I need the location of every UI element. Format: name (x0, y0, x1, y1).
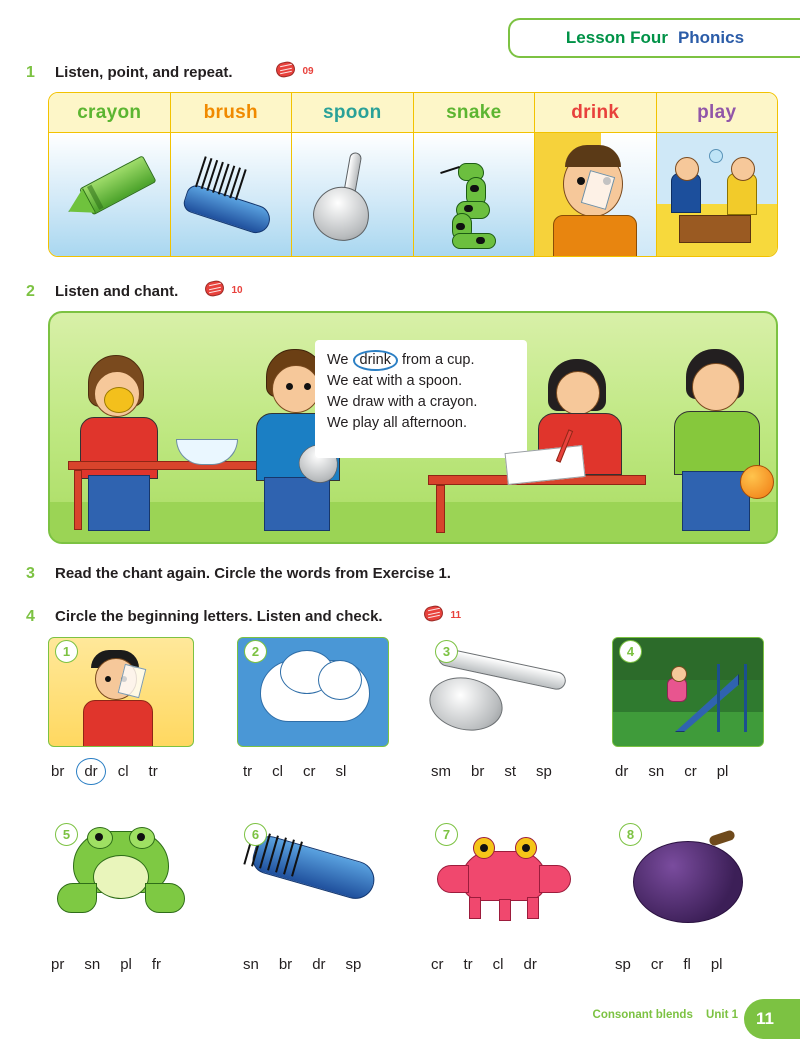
word-label-brush: brush (171, 93, 292, 133)
chant-line-2: We eat with a spoon. (327, 373, 463, 389)
exercise-4-item-3-number: 3 (435, 640, 458, 663)
girl-face (556, 371, 600, 415)
boy-drinking-illustration (535, 133, 656, 256)
exercise-4-item-1-options[interactable] (48, 762, 161, 781)
option-cr[interactable]: cr (650, 956, 664, 973)
audio-cd-icon (205, 281, 224, 296)
table-1-top (68, 461, 278, 470)
word-picture-play (657, 133, 778, 256)
option-br[interactable]: br (51, 763, 65, 780)
word-cell-play[interactable] (657, 93, 778, 256)
option-dr[interactable]: dr (81, 762, 100, 781)
exercise-4-item-2-number: 2 (244, 640, 267, 663)
option-pl[interactable]: pl (120, 956, 132, 973)
boy-3-shirt (674, 411, 760, 475)
exercise-2-audio-track: 10 (231, 285, 243, 296)
exercise-4-item-6-number: 6 (244, 823, 267, 846)
word-picture-brush (171, 133, 292, 256)
boy-1-trousers (88, 475, 150, 531)
word-picture-crayon (49, 133, 170, 256)
word-label-crayon: crayon (49, 93, 170, 133)
word-picture-snake (414, 133, 535, 256)
exercise-4-item-8-number: 8 (619, 823, 642, 846)
exercise-4-item-4-options[interactable] (612, 762, 731, 781)
lesson-topic-label: Phonics (677, 28, 745, 47)
option-fl[interactable]: fl (683, 956, 691, 973)
option-cl[interactable]: cl (492, 956, 504, 973)
orange-ball (740, 465, 774, 499)
option-sn[interactable]: sn (243, 956, 259, 973)
table-1-leg (74, 470, 82, 530)
exercise-4-number: 4 (26, 608, 35, 625)
option-pl[interactable]: pl (716, 763, 729, 780)
word-cell-snake[interactable] (414, 93, 536, 256)
exercise-3-instruction: Read the chant again. Circle the words from Exercise 1. (55, 565, 451, 582)
exercise-4-item-2-options[interactable] (240, 762, 349, 781)
exercise-1-word-strip (48, 92, 778, 257)
option-tr[interactable]: tr (148, 763, 158, 780)
word-cell-brush[interactable] (171, 93, 293, 256)
word-label-snake: snake (414, 93, 535, 133)
option-cr[interactable]: cr (303, 763, 316, 780)
exercise-1-number: 1 (26, 64, 35, 81)
exercise-4-item-7-options[interactable] (428, 955, 540, 974)
option-pr[interactable]: pr (51, 956, 65, 973)
boy-2-eye-left (286, 383, 293, 390)
word-label-spoon: spoon (292, 93, 413, 133)
children-playing-illustration (657, 133, 778, 256)
exercise-4-instruction: Circle the beginning letters. Listen and check. (55, 608, 383, 625)
green-crayon-icon (61, 155, 156, 225)
exercise-2-number: 2 (26, 283, 35, 300)
option-tr[interactable]: tr (243, 763, 253, 780)
boy-3-face (692, 363, 740, 411)
page-number-badge: 11 (744, 999, 800, 1039)
exercise-3-number: 3 (26, 565, 35, 582)
option-br[interactable]: br (471, 763, 485, 780)
word-cell-crayon[interactable] (49, 93, 171, 256)
audio-cd-icon (424, 606, 443, 621)
table-2-leg (436, 485, 445, 533)
blue-hairbrush-icon (176, 147, 288, 252)
word-picture-drink (535, 133, 656, 256)
exercise-4-item-6-options[interactable] (240, 955, 364, 974)
option-dr[interactable]: dr (615, 763, 629, 780)
option-dr[interactable]: dr (523, 956, 537, 973)
exercise-2-chant-illustration (48, 311, 778, 544)
option-fr[interactable]: fr (151, 956, 162, 973)
word-cell-drink[interactable] (535, 93, 657, 256)
option-cr[interactable]: cr (684, 763, 697, 780)
option-sn[interactable]: sn (648, 763, 665, 780)
exercise-4-item-1-number: 1 (55, 640, 78, 663)
option-sp[interactable]: sp (615, 956, 631, 973)
boy-2-eye-right (304, 383, 311, 390)
exercise-4-item-4-number: 4 (619, 640, 642, 663)
chant-text-block (315, 340, 527, 458)
exercise-4-item-5-options[interactable] (48, 955, 164, 974)
exercise-4-audio-track: 11 (450, 610, 462, 621)
exercise-2-instruction: Listen and chant. (55, 283, 179, 300)
chant-line-4: We play all afternoon. (327, 415, 467, 431)
option-cr[interactable]: cr (431, 956, 444, 973)
footer-topic-label (593, 1009, 738, 1021)
option-tr[interactable]: tr (463, 956, 473, 973)
option-sm[interactable]: sm (431, 763, 451, 780)
word-picture-spoon (292, 133, 413, 256)
exercise-1-audio (276, 62, 314, 80)
audio-cd-icon (276, 62, 295, 77)
option-sp[interactable]: sp (536, 763, 552, 780)
option-pl[interactable]: pl (710, 956, 723, 973)
chant-line-1-post: from a cup. (397, 352, 475, 368)
word-cell-spoon[interactable] (292, 93, 414, 256)
page-top-rule (0, 0, 800, 3)
chant-line-1 (327, 350, 515, 371)
word-label-drink: drink (535, 93, 656, 133)
boy-2-face (272, 365, 320, 413)
exercise-4-item-5-number: 5 (55, 823, 78, 846)
lesson-header-tab (508, 18, 800, 58)
footer-topic: Consonant blends (592, 1009, 693, 1021)
exercise-4-item-3-options[interactable] (428, 762, 555, 781)
option-sn[interactable]: sn (84, 956, 101, 973)
chant-circled-word: drink (353, 350, 398, 371)
option-sl[interactable]: sl (335, 763, 347, 780)
exercise-4-item-7-number: 7 (435, 823, 458, 846)
option-sp[interactable]: sp (345, 956, 362, 973)
chant-line-3: We draw with a crayon. (327, 394, 478, 410)
footer-unit: Unit 1 (706, 1009, 738, 1021)
exercise-1-instruction: Listen, point, and repeat. (55, 64, 233, 81)
option-cl[interactable]: cl (117, 763, 129, 780)
chant-line-1-pre: We (327, 352, 353, 368)
boy-1-cup (104, 387, 134, 413)
option-st[interactable]: st (504, 763, 517, 780)
option-br[interactable]: br (278, 956, 293, 973)
exercise-4-item-8-options[interactable] (612, 955, 726, 974)
metal-spoon-icon (299, 143, 405, 255)
option-cl[interactable]: cl (272, 763, 284, 780)
green-snake-icon (428, 157, 524, 251)
lesson-label: Lesson Four (565, 28, 668, 47)
word-label-play: play (657, 93, 778, 133)
exercise-2-audio (205, 281, 243, 299)
exercise-4-audio (424, 606, 461, 624)
option-dr[interactable]: dr (312, 956, 326, 973)
exercise-1-audio-track: 09 (302, 66, 314, 77)
